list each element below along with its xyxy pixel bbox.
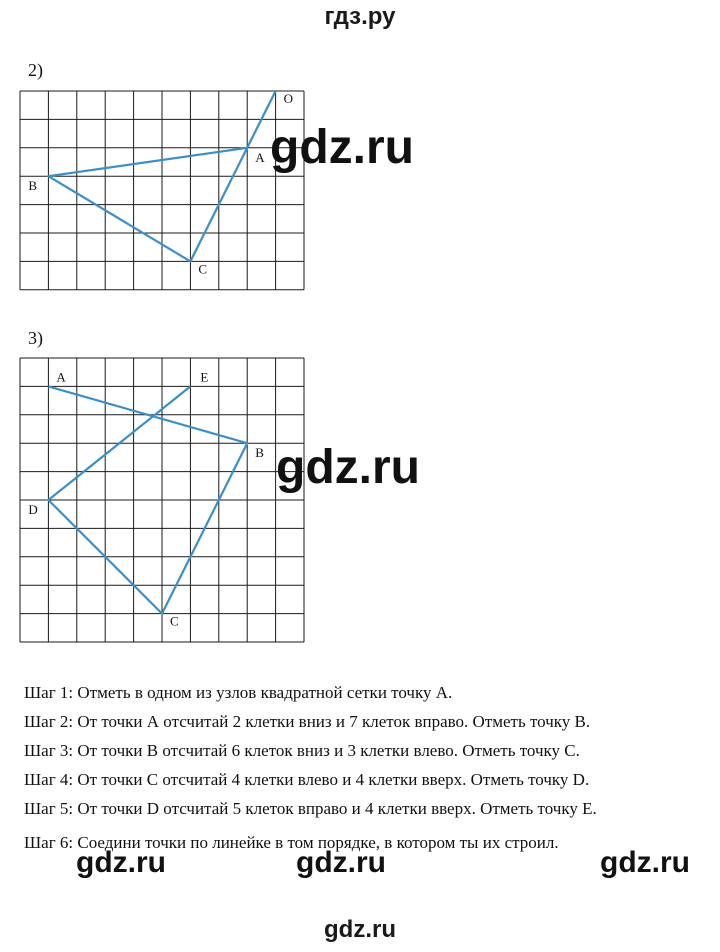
point-label: D: [28, 502, 38, 517]
point-label: C: [170, 613, 179, 629]
point-label: A: [255, 149, 265, 165]
step-2: Шаг 2: От точки А отсчитай 2 клетки вниз и 7 клеток вправо. Отметь точку В.: [24, 712, 591, 731]
point-label: B: [28, 178, 38, 194]
point-label: B: [255, 445, 264, 461]
step-6: Шаг 6: Соедини точки по линейке в том порядке, в котором ты их строил.: [24, 833, 559, 852]
step-4: Шаг 4: От точки С отсчитай 4 клетки влево и 4 клетки вверх. Отметь точку D.: [24, 770, 590, 789]
figure-3-number: 3): [28, 328, 43, 348]
site-header: гдз.ру: [324, 3, 396, 30]
step-3: Шаг 3: От точки В отсчитай 6 клеток вниз и 3 клетки влево. Отметь точку С.: [24, 741, 580, 760]
steps-list: [24, 682, 696, 861]
point-label: O: [283, 91, 293, 106]
watermark: gdz.ru: [296, 846, 386, 879]
figure-2-number: 2): [28, 60, 43, 80]
step-5: Шаг 5: От точки D отсчитай 5 клеток вправо и 4 клетки вверх. Отметь точку Е.: [24, 799, 597, 818]
step-1: Шаг 1: Отметь в одном из узлов квадратной сетки точку А.: [24, 683, 453, 702]
point-label: A: [56, 369, 66, 385]
point-label: C: [198, 261, 208, 277]
watermark: gdz.ru: [76, 846, 166, 879]
watermark: gdz.ru: [600, 846, 690, 879]
watermark: gdz.ru: [276, 441, 420, 494]
point-label: E: [200, 369, 209, 385]
site-footer: gdz.ru: [324, 916, 396, 943]
watermark: gdz.ru: [270, 121, 414, 174]
